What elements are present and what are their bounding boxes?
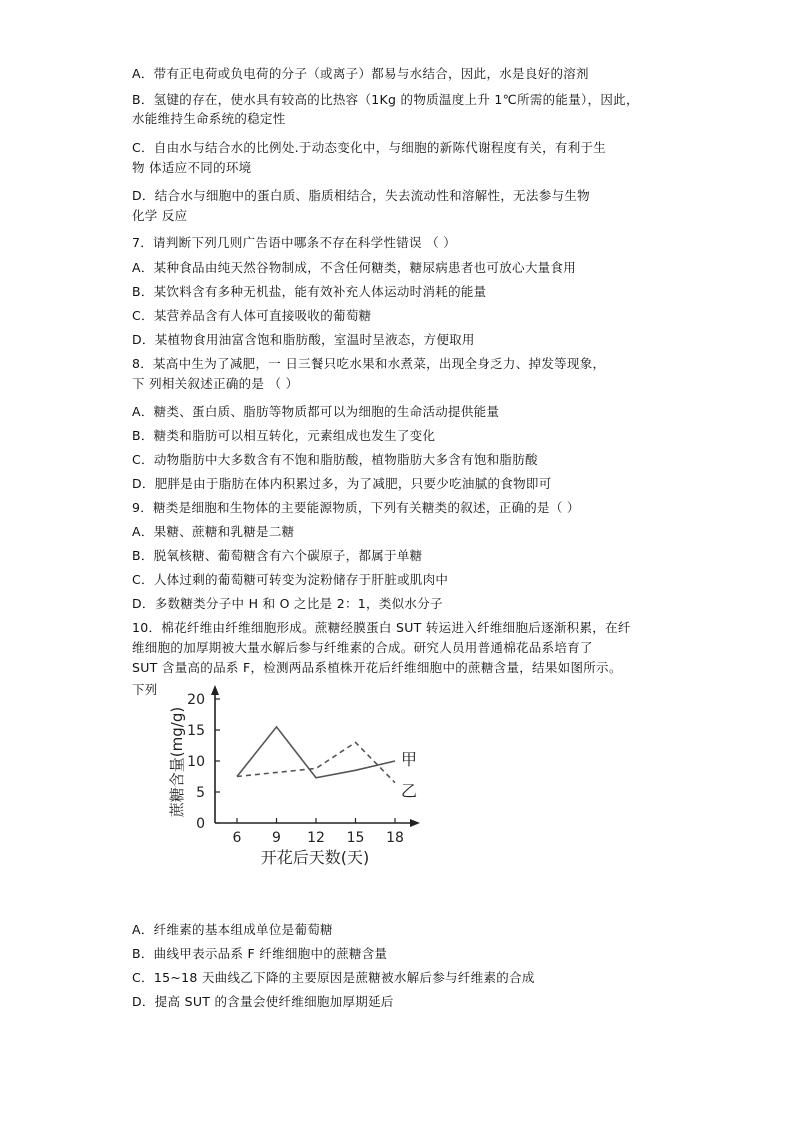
x-tick-label: 15	[346, 830, 365, 846]
chart-svg	[130, 680, 430, 880]
y-axis-label: 蔗糖含量(mg/g)	[168, 706, 186, 818]
option-b-cont: 水能维持生命系统的稳定性	[132, 111, 286, 126]
series-line-jia	[237, 727, 395, 778]
y-tick-label: 5	[196, 785, 205, 801]
series-label-yi: 乙	[401, 781, 418, 801]
q9-option-b: B．脱氧核糖、葡萄糖含有六个碳原子，都属于单糖	[132, 548, 423, 563]
option-d-cont: 化学 反应	[132, 208, 188, 223]
question-7: 7．请判断下列几则广告语中哪条不存在科学性错误 （ ）	[132, 235, 457, 250]
q10-option-b: B．曲线甲表示品系 F 纤维细胞中的蔗糖含量	[132, 946, 388, 961]
y-tick-label: 20	[187, 692, 205, 708]
q7-option-b: B．某饮料含有多种无机盐，能有效补充人体运动时消耗的能量	[132, 284, 487, 299]
y-tick-label: 0	[196, 816, 205, 832]
question-10-prompt: 下列	[132, 682, 158, 697]
q9-option-c: C．人体过剩的葡萄糖可转变为淀粉储存于肝脏或肌肉中	[132, 572, 449, 587]
q10-option-c: C．15~18 天曲线乙下降的主要原因是蔗糖被水解后参与纤维素的合成	[132, 970, 535, 985]
y-tick-label: 15	[187, 723, 205, 739]
x-tick-label: 18	[386, 830, 404, 846]
question-10: 10．棉花纤维由纤维细胞形成。蔗糖经膜蛋白 SUT 转运进入纤维细胞后逐渐积累，在纤	[132, 620, 631, 635]
x-axis-label: 开花后天数(天)	[260, 848, 370, 867]
q9-option-d: D．多数糖类分子中 H 和 O 之比是 2：1，类似水分子	[132, 596, 443, 611]
option-a: A．带有正电荷或负电荷的分子（或离子）都易与水结合，因此，水是良好的溶剂	[132, 66, 589, 81]
series-label-jia: 甲	[401, 750, 418, 769]
option-c: C．自由水与结合水的比例处.于动态变化中，与细胞的新陈代谢程度有关，有利于生	[132, 140, 607, 155]
option-c-cont: 物 体适应不同的环境	[132, 160, 252, 175]
y-axis-arrow	[211, 685, 219, 695]
question-10-cont: 维细胞的加厚期被大量水解后参与纤维素的合成。研究人员用普通棉花品系培育了	[132, 640, 593, 655]
q8-option-d: D．肥胖是由于脂肪在体内积累过多，为了减肥，只要少吃油腻的食物即可	[132, 476, 552, 491]
q9-option-a: A．果糖、蔗糖和乳糖是二糖	[132, 524, 295, 539]
question-8: 8．某高中生为了减肥，一 日三餐只吃水果和水煮菜，出现全身乏力、掉发等现象，	[132, 356, 606, 371]
q7-option-c: C．某营养品含有人体可直接吸收的葡萄糖	[132, 308, 372, 323]
x-tick-label: 9	[272, 830, 281, 846]
y-tick-label: 10	[187, 754, 205, 770]
question-10-cont2: SUT 含量高的品系 F，检测两品系植株开花后纤维细胞中的蔗糖含量，结果如图所示。	[132, 660, 622, 675]
question-8-cont: 下 列相关叙述正确的是 （ ）	[132, 376, 299, 391]
q8-option-a: A．糖类、蛋白质、脂肪等物质都可以为细胞的生命活动提供能量	[132, 404, 500, 419]
q10-option-a: A．纤维素的基本组成单位是葡萄糖	[132, 922, 333, 937]
q8-option-c: C．动物脂肪中大多数含有不饱和脂肪酸，植物脂肪大多含有饱和脂肪酸	[132, 452, 538, 467]
x-tick-label: 12	[307, 830, 325, 846]
x-tick-label: 6	[232, 830, 242, 846]
question-9: 9．糖类是细胞和生物体的主要能源物质，下列有关糖类的叙述，正确的是（ ）	[132, 500, 580, 515]
option-b: B．氢键的存在，使水具有较高的比热容（1Kg 的物质温度上升 1℃所需的能量），因此，	[132, 92, 639, 107]
x-axis-arrow	[410, 819, 420, 827]
q7-option-a: A．某种食品由纯天然谷物制成，不含任何糖类，糖尿病患者也可放心大量食用	[132, 260, 577, 275]
option-d: D．结合水与细胞中的蛋白质、脂质相结合，失去流动性和溶解性，无法参与生物	[132, 188, 590, 203]
q10-option-d: D．提高 SUT 的含量会使纤维细胞加厚期延后	[132, 994, 394, 1009]
q7-option-d: D．某植物食用油富含饱和脂肪酸，室温时呈液态，方便取用	[132, 332, 475, 347]
q8-option-b: B．糖类和脂肪可以相互转化，元素组成也发生了变化	[132, 428, 436, 443]
sucrose-chart	[130, 680, 430, 880]
